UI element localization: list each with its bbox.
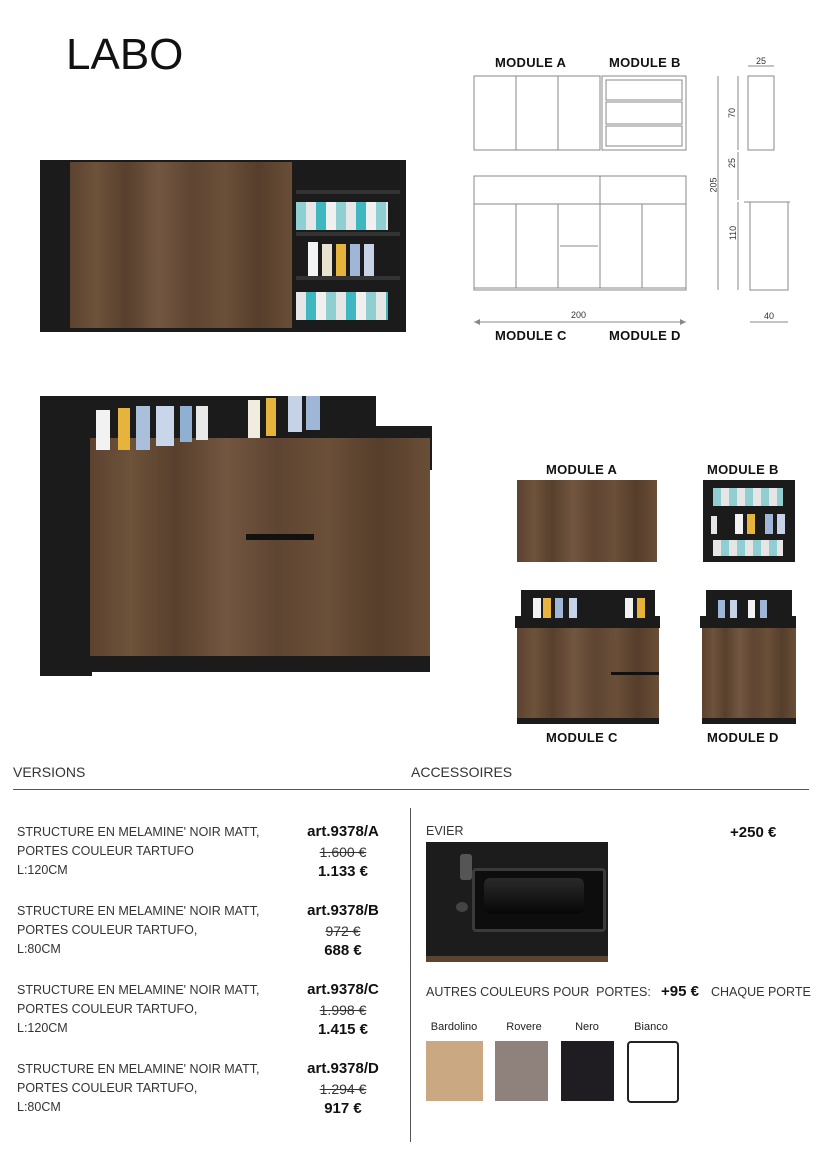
technical-drawing	[468, 60, 798, 330]
module-b-image	[703, 480, 795, 562]
thumb-label-module-b: MODULE B	[707, 462, 779, 477]
drawing-label-module-b: MODULE B	[609, 55, 681, 70]
old-price: 1.998 €	[319, 1002, 367, 1018]
column-divider	[410, 808, 411, 1142]
page-title: LABO	[66, 30, 184, 79]
accessories-heading: ACCESSOIRES	[411, 764, 513, 780]
drawing-label-module-d: MODULE D	[609, 328, 681, 343]
version-row-b	[17, 902, 397, 962]
drawing-label-module-c: MODULE C	[495, 328, 567, 343]
dim-base-depth: 40	[764, 311, 775, 321]
other-colors-price: +95 €	[661, 983, 699, 1000]
version-row-c	[17, 981, 397, 1041]
old-price: 1.600 €	[319, 844, 367, 860]
swatch-label-nero: Nero	[575, 1021, 599, 1033]
dim-wall-depth: 25	[756, 56, 767, 66]
new-price: 1.133 €	[317, 863, 369, 880]
swatch-label-rovere: Rovere	[506, 1021, 542, 1033]
version-desc: STRUCTURE EN MELAMINE' NOIR MATT, PORTES COULEUR TARTUFO, L:80CM	[17, 904, 260, 956]
new-price: 1.415 €	[317, 1021, 369, 1038]
wall-cabinet-photo	[40, 160, 406, 332]
version-row-a	[17, 823, 397, 883]
base-cabinet-photo	[40, 376, 432, 676]
swatch-label-bardolino: Bardolino	[430, 1021, 478, 1033]
version-row-d	[17, 1060, 397, 1120]
new-price: 688 €	[324, 942, 362, 959]
article-number: art.9378/A	[307, 823, 379, 840]
swatch-rovere	[495, 1041, 548, 1101]
article-number: art.9378/B	[307, 902, 379, 919]
thumb-label-module-c: MODULE C	[546, 730, 618, 745]
dim-wall-height: 70	[727, 107, 738, 119]
version-desc: STRUCTURE EN MELAMINE' NOIR MATT, PORTES COULEUR TARTUFO L:120CM	[17, 825, 260, 877]
dim-base-height: 110	[728, 225, 739, 241]
dim-width: 200	[571, 310, 587, 320]
thumb-label-module-a: MODULE A	[546, 462, 618, 477]
old-price: 1.294 €	[319, 1081, 367, 1097]
new-price: 917 €	[324, 1100, 362, 1117]
accessory-name: EVIER	[426, 824, 464, 838]
thumb-label-module-d: MODULE D	[707, 730, 779, 745]
swatch-bianco	[627, 1041, 679, 1103]
article-number: art.9378/D	[307, 1060, 379, 1077]
other-colors-suffix: CHAQUE PORTE	[711, 985, 811, 999]
versions-heading: VERSIONS	[13, 764, 86, 780]
sink-image	[426, 842, 608, 962]
section-divider	[13, 789, 809, 790]
drawing-label-module-a: MODULE A	[495, 55, 567, 70]
module-a-image	[517, 480, 657, 562]
dim-gap: 25	[727, 157, 738, 169]
accessory-price: +250 €	[730, 824, 777, 841]
old-price: 972 €	[325, 923, 361, 939]
swatch-nero	[561, 1041, 614, 1101]
module-d-image	[700, 590, 796, 724]
version-desc: STRUCTURE EN MELAMINE' NOIR MATT, PORTES COULEUR TARTUFO, L:80CM	[17, 1062, 260, 1114]
dim-total-height: 205	[708, 177, 719, 193]
module-c-image	[515, 590, 660, 724]
article-number: art.9378/C	[307, 981, 379, 998]
swatch-bardolino	[426, 1041, 483, 1101]
swatch-label-bianco: Bianco	[634, 1021, 668, 1033]
version-desc: STRUCTURE EN MELAMINE' NOIR MATT, PORTES COULEUR TARTUFO, L:120CM	[17, 983, 260, 1035]
other-colors-label: AUTRES COULEURS POUR PORTES:	[426, 985, 651, 999]
